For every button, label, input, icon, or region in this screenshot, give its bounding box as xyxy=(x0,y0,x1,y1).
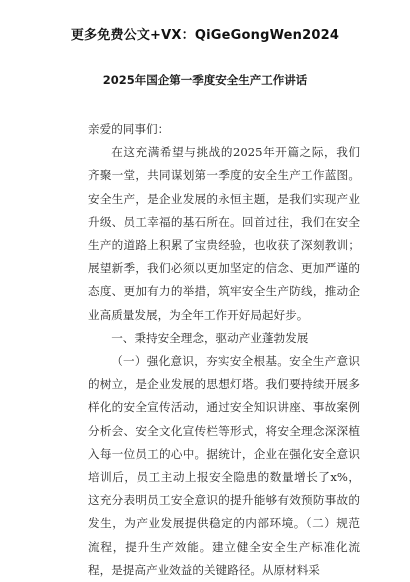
salutation: 亲爱的同事们： xyxy=(88,122,170,136)
paragraph-section-1: （一）强化意识，夯实安全根基。安全生产意识的树立，是企业发展的思想灯塔。我们要持续开展多样化的安全宣传活动，通过安全知识讲座、事故案例分析会、安全文化宣传栏等形式，将安全理念深深植入每一位员工的心中。据统计，企业在强化安全意识培训后，员工主动上报安全隐患的数量增长了x%，这充分表明员工安全意识的提升能够有效预防事故的发生，为产业发展提供稳定的内部环境。（二）规范流程，提升生产效能。建立健全安全生产标准化流程，是提高产业效益的关键路径。从原材料采 xyxy=(88,354,360,577)
watermark-text: 更多免费公文+VX：QiGeGongWen2024 xyxy=(70,28,340,43)
document-body xyxy=(88,118,360,582)
section-heading-1: 一、秉持安全理念，驱动产业蓬勃发展 xyxy=(111,330,309,345)
document-title: 2025年国企第一季度安全生产工作讲话 xyxy=(102,73,308,87)
paragraph-intro: 在这充满希望与挑战的2025年开篇之际，我们齐聚一堂，共同谋划第一季度的安全生产工作蓝图。安全生产，是企业发展的永恒主题，是我们实现产业升级、员工幸福的基石所在。回首过往，我们在安全生产的道路上积累了宝贵经验，也收获了深刻教训；展望新季，我们必须以更加坚定的信念、更加严谨的态度、更加有力的举措，筑牢安全生产防线，推动企业高质量发展，为全年工作开好局起好步。 xyxy=(88,145,360,322)
